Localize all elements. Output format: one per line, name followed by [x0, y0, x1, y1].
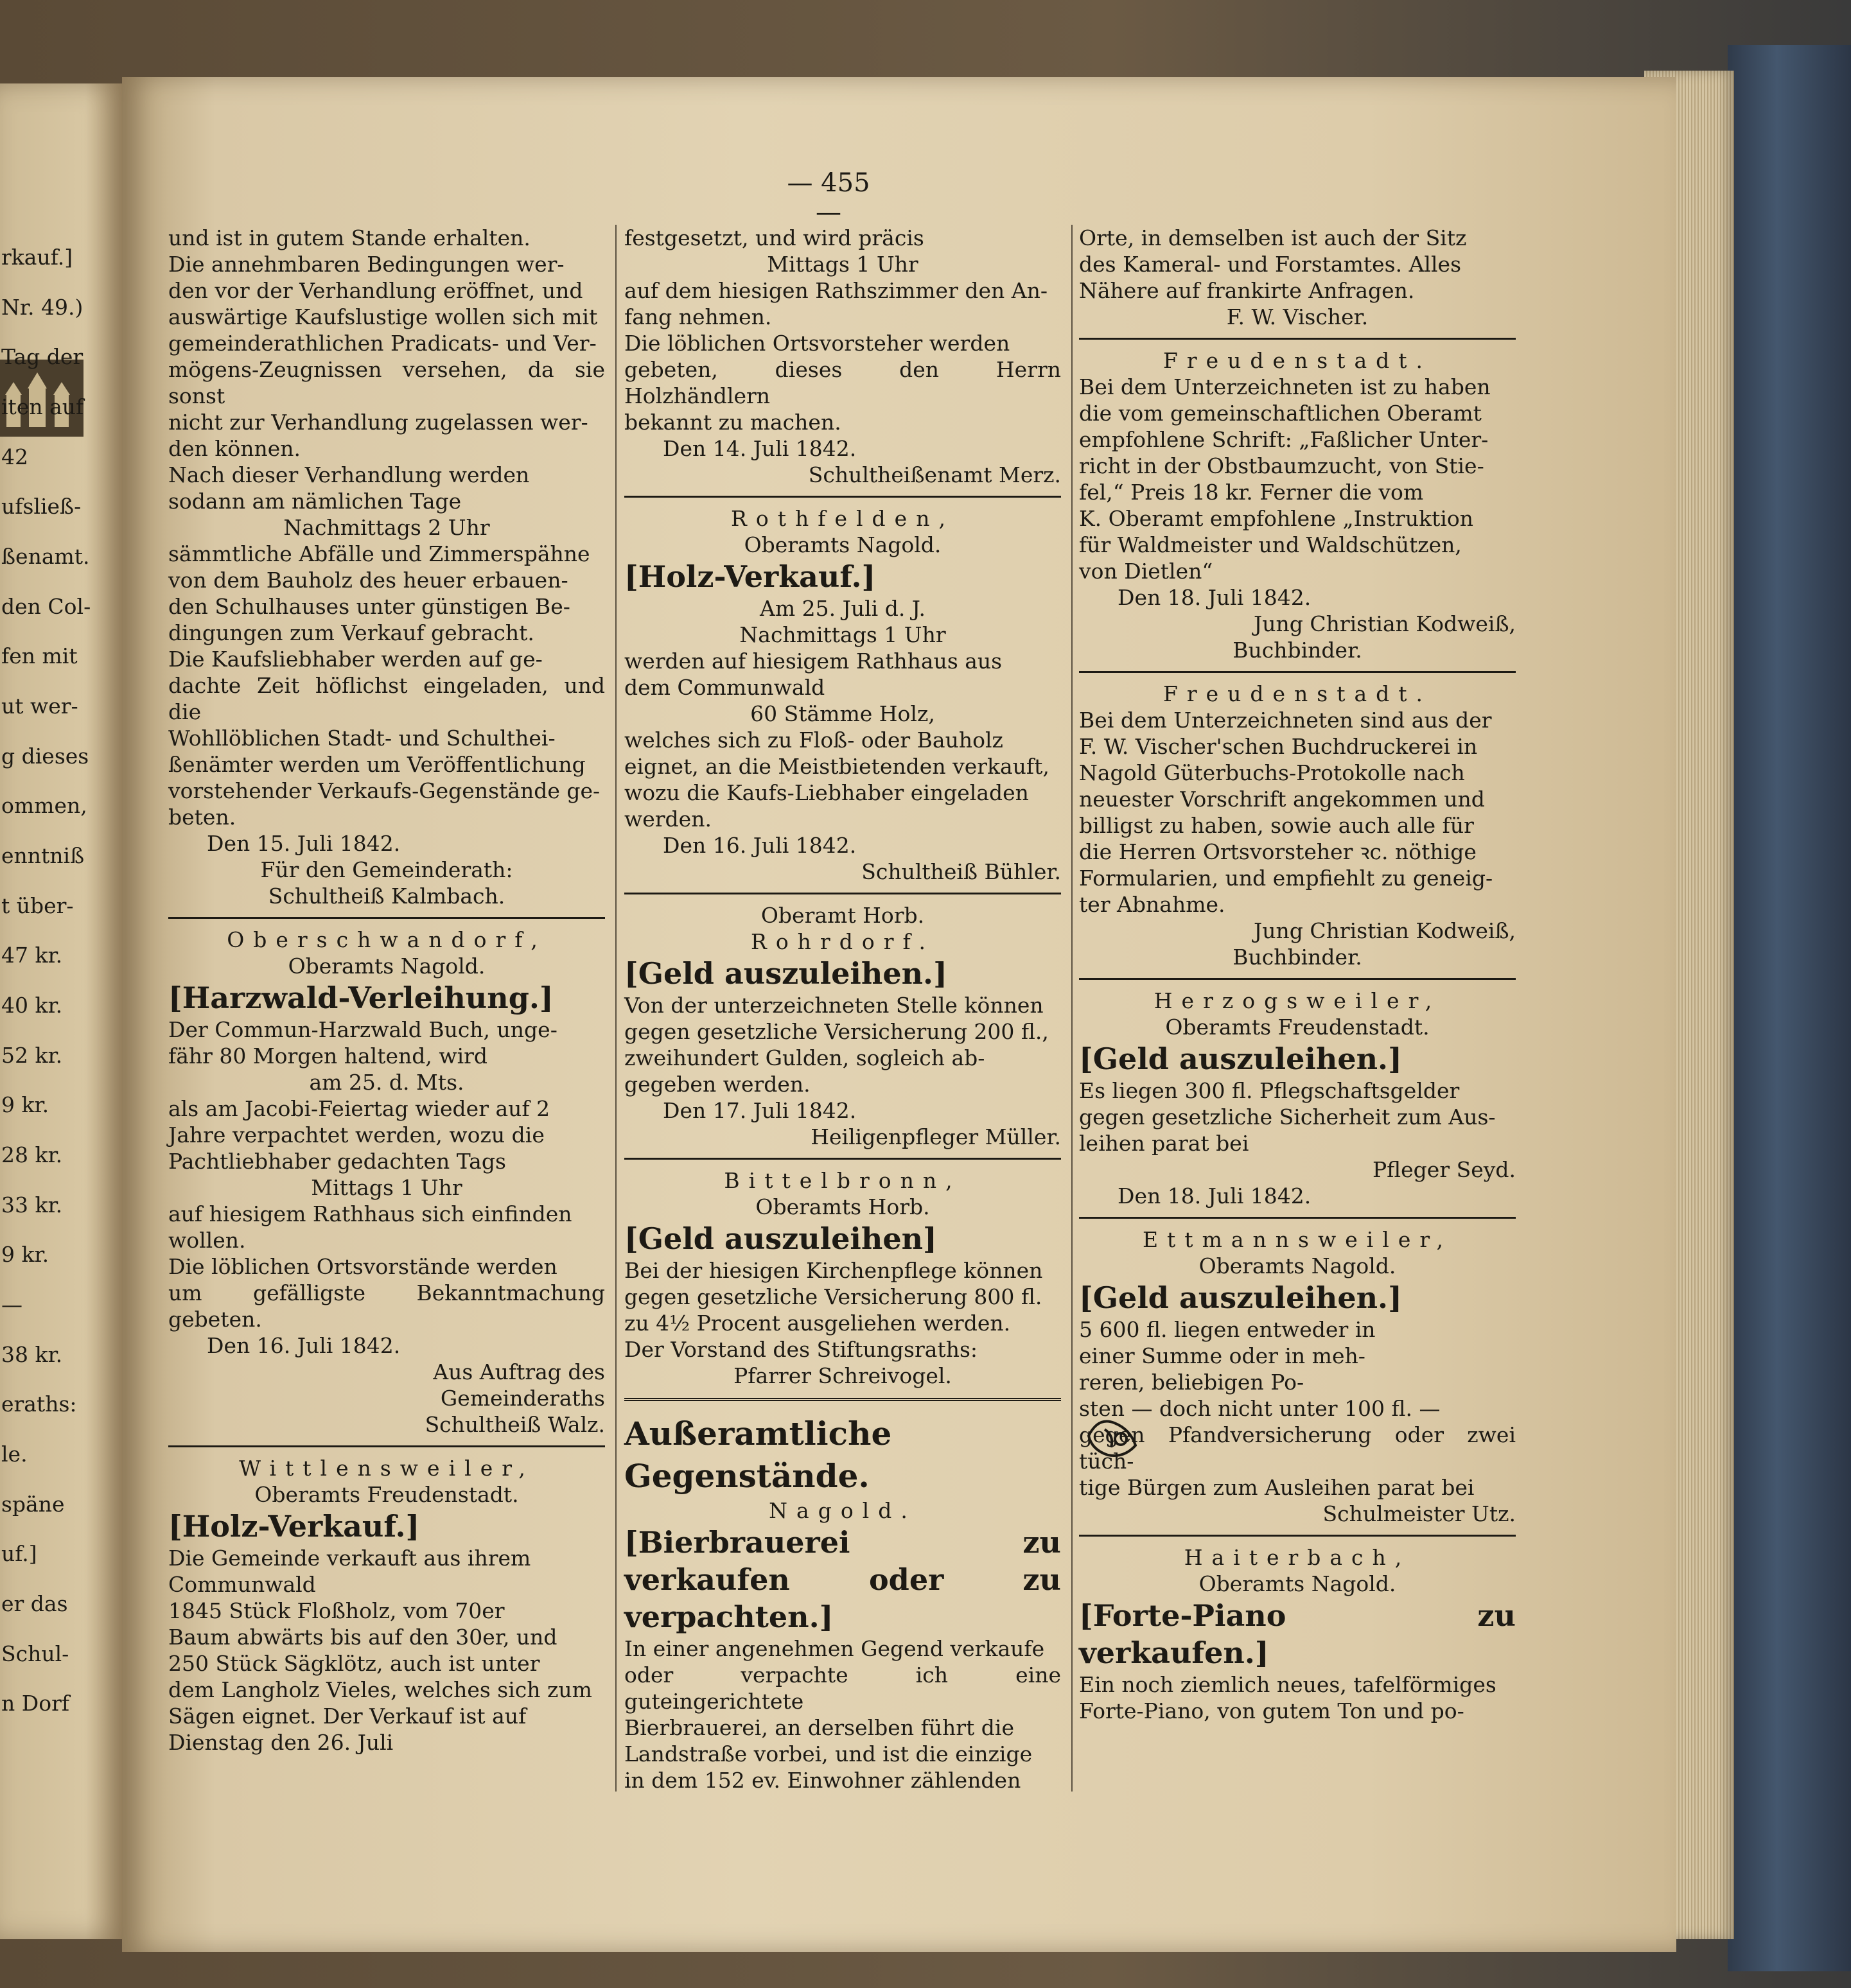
text-line: gegeben werden.: [624, 1072, 811, 1097]
text-line: Von der unterzeichneten Stelle können: [624, 993, 1044, 1018]
signature-line: Pfleger Seyd.: [1372, 1157, 1516, 1182]
paragraph: [624, 727, 1061, 832]
text-line: wozu die Kaufs-Liebhaber eingeladen: [624, 780, 1029, 805]
text-line: billigst zu haben, sowie auch alle für: [1079, 813, 1474, 838]
date-line: Den 17. Juli 1842.: [663, 1098, 857, 1123]
paragraph: [168, 225, 605, 514]
paragraph: [1079, 1316, 1516, 1501]
district-line: Oberamt Horb.: [760, 903, 925, 928]
text-line: leihen parat bei: [1079, 1131, 1249, 1156]
rule: [1079, 1217, 1516, 1219]
date-line: Den 15. Juli 1842.: [207, 831, 401, 856]
text-line: bekannt zu machen.: [624, 410, 841, 435]
signature-line: Für den Gemeinderath:: [260, 857, 513, 882]
text-line: und ist in gutem Stande erhalten.: [168, 225, 531, 250]
text-line: von Dietlen“: [1079, 559, 1213, 584]
text-line: Bei dem Unterzeichneten sind aus der: [1079, 708, 1492, 733]
text-line: 1845 Stück Floßholz, vom 70er: [168, 1598, 505, 1623]
text-line: oder verpachte ich eine guteingerichtete: [624, 1662, 1061, 1714]
left-page-fragment: g dieses: [1, 743, 89, 769]
text-line: dem Communwald: [624, 675, 825, 700]
text-line: fel,“ Preis 18 kr. Ferner die vom: [1079, 480, 1424, 505]
text-line: gegen gesetzliche Sicherheit zum Aus-: [1079, 1104, 1496, 1129]
text-line: beten.: [168, 805, 236, 830]
text-line: als am Jacobi-Feiertag wieder auf 2: [168, 1096, 550, 1121]
text-line: die Herren Ortsvorsteher ꝛc. nöthige: [1079, 839, 1477, 864]
time-line: Mittags 1 Uhr: [767, 252, 918, 277]
left-page-fragment: rkauf.]: [1, 245, 73, 270]
text-line: Die annehmbaren Bedingungen wer-: [168, 252, 565, 277]
time-line: am 25. d. Mts.: [309, 1070, 464, 1095]
time-line: Mittags 1 Uhr: [311, 1175, 462, 1200]
text-line: Nähere auf frankirte Anfragen.: [1079, 278, 1415, 303]
text-line: in dem 152 ev. Einwohner zählenden: [624, 1768, 1021, 1793]
paragraph: [1079, 225, 1516, 304]
date-line: Den 16. Juli 1842.: [207, 1333, 401, 1358]
text-line: fang nehmen.: [624, 304, 772, 329]
text-line: Die Gemeinde verkauft aus ihrem: [168, 1546, 531, 1571]
text-line: Landstraße vorbei, und ist die einzige: [624, 1741, 1033, 1766]
text-line: gegen Pfandversicherung oder zwei tüch-: [1079, 1422, 1516, 1474]
place-heading: Bittelbronn,: [724, 1168, 961, 1193]
text-line: auf hiesigem Rathhaus sich einfinden: [168, 1201, 572, 1226]
notice-heading: [Geld auszuleihen.]: [1079, 1280, 1402, 1315]
text-line: neuester Vorschrift angekommen und: [1079, 787, 1485, 812]
text-line: den können.: [168, 436, 301, 461]
left-page-fragment: ommen,: [1, 793, 87, 819]
text-line: welches sich zu Floß- oder Bauholz: [624, 728, 1003, 753]
text-line: Nagold Güterbuchs-Protokolle nach: [1079, 760, 1465, 785]
text-line: zu 4½ Procent ausgeliehen werden.: [624, 1311, 1011, 1336]
left-page-fragment: uf.]: [1, 1541, 37, 1567]
text-line: auswärtige Kaufslustige wollen sich mit: [168, 304, 598, 329]
text-line: Dienstag den 26. Juli: [168, 1730, 394, 1755]
place-heading: Ettmannsweiler,: [1142, 1227, 1453, 1252]
text-line: 250 Stück Sägklötz, auch ist unter: [168, 1651, 540, 1676]
signature-line: Buchbinder.: [1233, 945, 1362, 970]
text-line: eignet, an die Meistbietenden verkauft,: [624, 754, 1049, 779]
signature-line: Buchbinder.: [1233, 638, 1362, 663]
text-line: werden auf hiesigem Rathhaus aus: [624, 649, 1003, 674]
text-line: gegen gesetzliche Versicherung 200 fl.,: [624, 1019, 1049, 1044]
left-page-fragment: 47 kr.: [1, 943, 63, 968]
paragraph: [168, 1545, 605, 1756]
text-line: Sägen eignet. Der Verkauf ist auf: [168, 1704, 527, 1729]
place-heading: Haiterbach,: [1184, 1545, 1411, 1570]
text-line: die vom gemeinschaftlichen Oberamt: [1079, 401, 1482, 426]
signature-line: Schultheiß Kalmbach.: [268, 884, 505, 909]
text-line: Der Vorstand des Stiftungsraths:: [624, 1337, 978, 1362]
left-page-fragment: ufsließ-: [1, 494, 82, 519]
text-line: In einer angenehmen Gegend verkaufe: [624, 1636, 1045, 1661]
text-line: sodann am nämlichen Tage: [168, 489, 462, 514]
left-page-fragment: Tag der: [1, 344, 83, 370]
place-heading: Oberschwandorf,: [227, 927, 547, 952]
time-line: Nachmittags 2 Uhr: [283, 515, 490, 540]
column-2: [624, 225, 1061, 1793]
text-line: von dem Bauholz des heuer erbauen-: [168, 568, 568, 593]
left-page-fragment: 40 kr.: [1, 993, 63, 1018]
place-heading: Freudenstadt.: [1162, 348, 1432, 373]
notice-heading: [Geld auszuleihen.]: [624, 956, 947, 991]
left-page-fragment: 52 kr.: [1, 1042, 63, 1068]
paragraph: [624, 225, 1061, 251]
left-page-fragment: Schul-: [1, 1641, 69, 1666]
text-line: sten — doch nicht unter 100 fl. —: [1079, 1396, 1441, 1421]
rule: [1079, 1535, 1516, 1537]
rule: [1079, 978, 1516, 980]
text-line: Die löblichen Ortsvorstände werden: [168, 1254, 557, 1279]
left-page-fragment: Nr. 49.): [1, 294, 83, 320]
text-line: Baum abwärts bis auf den 30er, und: [168, 1625, 557, 1650]
place-heading: Rohrdorf.: [750, 929, 935, 954]
notice-heading: [Holz-Verkauf.]: [168, 1509, 420, 1544]
left-page-fragment: 33 kr.: [1, 1192, 63, 1217]
text-line: Jahre verpachtet werden, wozu die: [168, 1122, 545, 1147]
left-page-fragment: fen mit: [1, 643, 78, 669]
district-line: Oberamts Nagold.: [1198, 1571, 1396, 1596]
left-page-fragment: ßenamt.: [1, 544, 90, 569]
left-page-fragment: iten auf: [1, 394, 84, 419]
text-line: zweihundert Gulden, sogleich ab-: [624, 1045, 985, 1070]
paragraph: [168, 1016, 605, 1069]
text-line: werden.: [624, 807, 712, 832]
text-line: K. Oberamt empfohlene „Instruktion: [1079, 506, 1474, 531]
rule: [1079, 338, 1516, 340]
paragraph: [1079, 1077, 1516, 1156]
text-line: Bierbrauerei, an derselben führt die: [624, 1715, 1015, 1740]
time-line: Am 25. Juli d. J.: [760, 596, 926, 621]
text-line: Orte, in demselben ist auch der Sitz: [1079, 225, 1467, 250]
district-line: Oberamts Horb.: [755, 1194, 930, 1219]
text-line: 5 600 fl. liegen entweder in: [1079, 1317, 1376, 1342]
notice-heading: [Geld auszuleihen]: [624, 1221, 937, 1256]
left-page-fragment: le.: [1, 1442, 28, 1467]
paragraph: [168, 1095, 605, 1174]
left-page-fragment: 9 kr.: [1, 1242, 49, 1268]
text-line: Es liegen 300 fl. Pflegschaftsgelder: [1079, 1078, 1460, 1103]
left-page-fragment: ut wer-: [1, 693, 78, 719]
text-line: den vor der Verhandlung eröffnet, und: [168, 278, 583, 303]
signature-line: Aus Auftrag des: [433, 1359, 605, 1384]
date-line: Den 18. Juli 1842.: [1118, 1183, 1311, 1208]
text-line: Bei dem Unterzeichneten ist zu haben: [1079, 374, 1491, 399]
paragraph: [624, 992, 1061, 1097]
text-line: empfohlene Schrift: „Faßlicher Unter-: [1079, 427, 1489, 452]
text-line: des Kameral- und Forstamtes. Alles: [1079, 252, 1461, 277]
paragraph: [168, 541, 605, 830]
paragraph: [624, 648, 1061, 701]
district-line: Oberamts Nagold.: [744, 532, 942, 557]
text-line: reren, beliebigen Po-: [1079, 1370, 1304, 1395]
text-line: ter Abnahme.: [1079, 892, 1225, 917]
paragraph: [1079, 1671, 1516, 1724]
text-line: nicht zur Verhandlung zugelassen wer-: [168, 410, 588, 435]
paragraph: [1079, 707, 1516, 918]
signature-line: Heiligenpfleger Müller.: [811, 1124, 1061, 1149]
text-line: gebeten, dieses den Herrn Holzhändlern: [624, 357, 1061, 408]
signature-line: Jung Christian Kodweiß,: [1254, 918, 1516, 943]
paragraph: [624, 1635, 1061, 1793]
signature-line: Jung Christian Kodweiß,: [1254, 611, 1516, 636]
paragraph: [1079, 374, 1516, 584]
text-line: richt in der Obstbaumzucht, von Stie-: [1079, 453, 1484, 478]
text-line: Communwald: [168, 1572, 316, 1597]
column-3: [1079, 225, 1516, 1724]
notice-heading: [Harzwald-Verleihung.]: [168, 981, 554, 1015]
signature-line: F. W. Vischer.: [1226, 304, 1369, 329]
text-line: Die löblichen Ortsvorsteher werden: [624, 331, 1010, 356]
text-line: tige Bürgen zum Ausleihen parat bei: [1079, 1475, 1475, 1500]
rule: [1079, 671, 1516, 673]
signature-line: Schulmeister Utz.: [1322, 1501, 1516, 1526]
text-line: fähr 80 Morgen haltend, wird: [168, 1043, 488, 1068]
left-page-fragment: 28 kr.: [1, 1142, 63, 1167]
text-line: dachte Zeit höflichst eingeladen, und die: [168, 673, 605, 724]
text-line: ßenämter werden um Veröffentlichung: [168, 752, 586, 777]
rule: [168, 1445, 605, 1447]
text-line: vorstehender Verkaufs-Gegenstände ge-: [168, 778, 601, 803]
notice-heading: [Forte-Piano zu verkaufen.]: [1079, 1598, 1516, 1670]
place-heading: Herzogsweiler,: [1154, 988, 1441, 1013]
text-line: Bei der hiesigen Kirchenpflege können: [624, 1258, 1043, 1283]
text-line: gegen gesetzliche Versicherung 800 fl.: [624, 1284, 1042, 1309]
place-heading: Nagold.: [769, 1498, 917, 1523]
column-divider: [1071, 225, 1073, 1792]
notice-heading: [Geld auszuleihen.]: [1079, 1042, 1402, 1076]
text-line: einer Summe oder in meh-: [1079, 1343, 1365, 1368]
date-line: Den 16. Juli 1842.: [663, 833, 857, 858]
rule: [624, 1158, 1061, 1160]
left-page-fragment: den Col-: [1, 593, 91, 619]
column-divider: [615, 225, 617, 1792]
text-line: festgesetzt, und wird präcis: [624, 225, 924, 250]
rule: [168, 917, 605, 919]
left-page-fragment: er das: [1, 1591, 68, 1616]
left-page-fragment: 9 kr.: [1, 1092, 49, 1118]
hand-ornament-icon: [1085, 1410, 1140, 1461]
text-line: auf dem hiesigen Rathszimmer den An-: [624, 278, 1048, 303]
paragraph: [168, 1201, 605, 1332]
left-page-fragment: 42: [1, 444, 28, 469]
text-line: dingungen zum Verkauf gebracht.: [168, 620, 534, 645]
district-line: Oberamts Nagold.: [288, 954, 486, 979]
text-line: Forte-Piano, von gutem Ton und po-: [1079, 1698, 1464, 1723]
signature-line: Pfarrer Schreivogel.: [733, 1363, 952, 1388]
page-number: — 455 —: [787, 168, 870, 227]
signature-line: Schultheiß Bühler.: [861, 859, 1061, 884]
notice-heading: [Holz-Verkauf.]: [624, 559, 876, 594]
left-page-fragment: n Dorf: [1, 1691, 70, 1716]
text-line: Formularien, und empfiehlt zu geneig-: [1079, 866, 1493, 891]
text-line: Die Kaufsliebhaber werden auf ge-: [168, 647, 543, 672]
text-line: um gefälligste Bekanntmachung gebeten.: [168, 1280, 605, 1332]
amount-line: 60 Stämme Holz,: [750, 701, 935, 726]
book-cover: [1728, 45, 1851, 1971]
place-heading: Wittlensweiler,: [239, 1456, 534, 1481]
date-line: Den 18. Juli 1842.: [1118, 585, 1311, 610]
date-line: Den 14. Juli 1842.: [663, 436, 857, 461]
text-line: dem Langholz Vieles, welches sich zum: [168, 1677, 592, 1702]
place-heading: Freudenstadt.: [1162, 681, 1432, 706]
text-line: Nach dieser Verhandlung werden: [168, 462, 530, 487]
rule: [624, 496, 1061, 498]
left-page-fragment: eraths:: [1, 1391, 77, 1417]
text-line: sämmtliche Abfälle und Zimmerspähne: [168, 541, 590, 566]
text-line: Der Commun-Harzwald Buch, unge-: [168, 1017, 557, 1042]
district-line: Oberamts Freudenstadt.: [1165, 1015, 1430, 1040]
place-heading: Rothfelden,: [731, 506, 954, 531]
text-line: Wohllöblichen Stadt- und Schulthei-: [168, 726, 556, 751]
left-page-fragment: späne: [1, 1491, 65, 1517]
text-line: wollen.: [168, 1228, 246, 1253]
text-line: mögens-Zeugnissen versehen, da sie sonst: [168, 357, 605, 408]
text-line: für Waldmeister und Waldschützen,: [1079, 532, 1462, 557]
signature-line: Gemeinderaths: [440, 1386, 605, 1411]
text-line: F. W. Vischer'schen Buchdruckerei in: [1079, 734, 1478, 759]
text-line: gemeinderathlichen Pradicats- und Ver-: [168, 331, 597, 356]
left-page-fragment: —: [1, 1292, 22, 1317]
signature-line: Schultheißenamt Merz.: [808, 462, 1061, 487]
left-page-fragment: 38 kr.: [1, 1341, 63, 1367]
paragraph: [624, 277, 1061, 435]
column-1: [168, 225, 605, 1756]
notice-heading: [Bierbrauerei zu verkaufen oder zu verpachten.]: [624, 1525, 1061, 1634]
double-rule: [624, 1398, 1061, 1404]
section-heading: Außeramtliche Gegenstände.: [624, 1415, 892, 1495]
rule: [624, 893, 1061, 894]
text-line: den Schulhauses unter günstigen Be-: [168, 594, 570, 619]
text-line: Ein noch ziemlich neues, tafelförmiges: [1079, 1672, 1496, 1697]
district-line: Oberamts Nagold.: [1198, 1253, 1396, 1278]
left-page-fragment: t über-: [1, 893, 74, 918]
left-page-fragment: enntniß: [1, 843, 85, 868]
text-line: Pachtliebhaber gedachten Tags: [168, 1149, 506, 1174]
district-line: Oberamts Freudenstadt.: [254, 1482, 519, 1507]
time-line: Nachmittags 1 Uhr: [739, 622, 946, 647]
paragraph: [624, 1257, 1061, 1363]
signature-line: Schultheiß Walz.: [425, 1412, 605, 1437]
